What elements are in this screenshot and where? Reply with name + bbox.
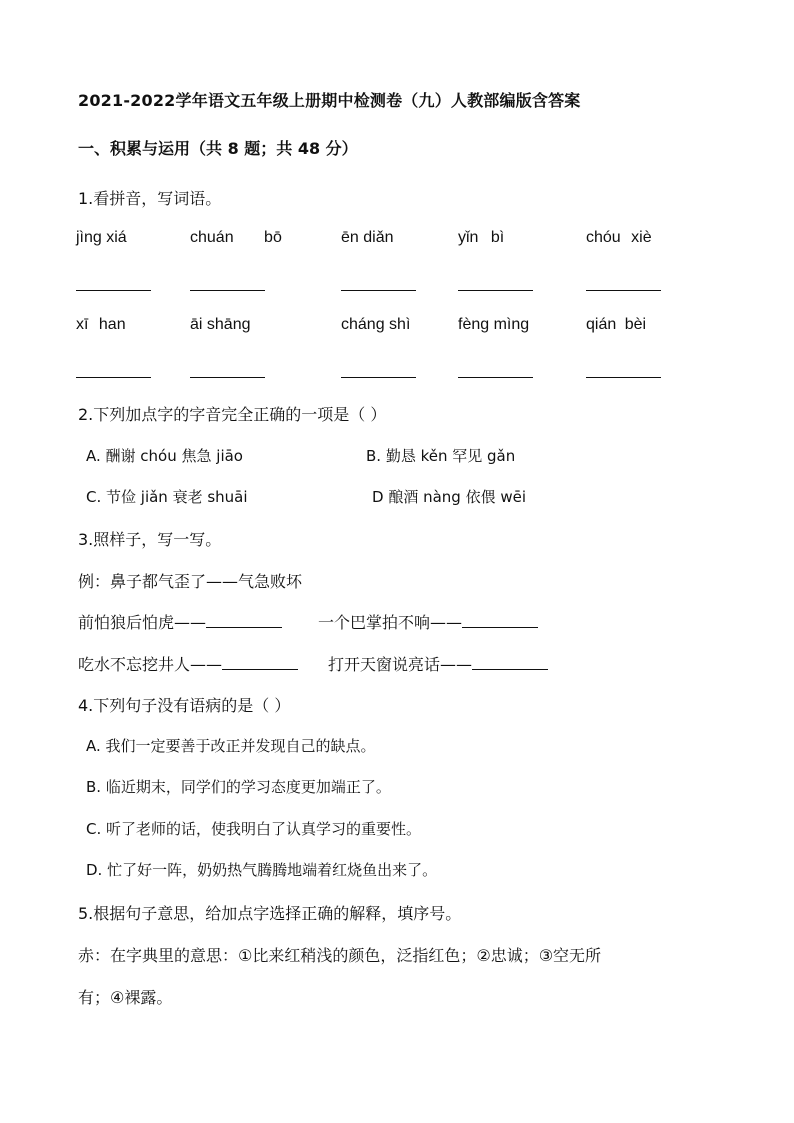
question-5-definition-line-1: 赤：在字典里的意思：①比来红稍浅的颜色，泛指红色；②忠诚；③空无所 bbox=[78, 946, 602, 965]
idiom-prompt: 一个巴掌拍不响—— bbox=[318, 613, 463, 632]
section-heading: 一、积累与运用（共 8 题；共 48 分） bbox=[78, 139, 358, 158]
document-title: 2021-2022学年语文五年级上册期中检测卷（九）人教部编版含答案 bbox=[78, 91, 581, 110]
question-5-prompt: 5.根据句子意思，给加点字选择正确的解释，填序号。 bbox=[78, 904, 462, 923]
question-2-option-b[interactable]: B. 勤恳 kěn 罕见 gǎn bbox=[366, 447, 516, 465]
question-1-prompt: 1.看拼音，写词语。 bbox=[78, 189, 222, 208]
question-2-option-a[interactable]: A. 酬谢 chóu 焦急 jiāo bbox=[86, 447, 243, 465]
question-2-option-d[interactable]: D 酿酒 nàng 依偎 wēi bbox=[372, 488, 527, 506]
pinyin-1-1: jìng xiá bbox=[76, 229, 127, 246]
pinyin-2-4: fèng mìng bbox=[458, 316, 530, 333]
question-3-example: 例：鼻子都气歪了——气急败坏 bbox=[78, 572, 303, 591]
answer-blank[interactable] bbox=[76, 290, 151, 291]
pinyin-1-5: chóu xiè bbox=[586, 229, 652, 246]
question-4-option-d[interactable]: D. 忙了好一阵，奶奶热气腾腾地端着红烧鱼出来了。 bbox=[86, 861, 438, 879]
idiom-prompt: 吃水不忘挖井人—— bbox=[78, 655, 223, 674]
pinyin-2-3: cháng shì bbox=[341, 316, 411, 333]
question-3-item-4 bbox=[328, 652, 548, 675]
answer-blank[interactable] bbox=[472, 655, 548, 670]
answer-blank[interactable] bbox=[341, 290, 416, 291]
pinyin-2-1: xī han bbox=[76, 316, 126, 333]
question-3-item-3 bbox=[78, 652, 298, 675]
answer-blank[interactable] bbox=[76, 377, 151, 378]
answer-blank[interactable] bbox=[190, 290, 265, 291]
answer-blank[interactable] bbox=[222, 655, 298, 670]
question-4-option-b[interactable]: B. 临近期末，同学们的学习态度更加端正了。 bbox=[86, 778, 391, 796]
pinyin-1-3: ēn diǎn bbox=[341, 229, 394, 246]
answer-blank[interactable] bbox=[190, 377, 265, 378]
pinyin-1-4: yǐn bì bbox=[458, 229, 505, 246]
question-3-prompt: 3.照样子，写一写。 bbox=[78, 530, 222, 549]
pinyin-1-2: chuán bō bbox=[190, 229, 282, 246]
answer-blank[interactable] bbox=[586, 377, 661, 378]
idiom-prompt: 前怕狼后怕虎—— bbox=[78, 613, 207, 632]
question-2-option-c[interactable]: C. 节俭 jiǎn 衰老 shuāi bbox=[86, 488, 248, 506]
answer-blank[interactable] bbox=[462, 613, 538, 628]
question-4-option-a[interactable]: A. 我们一定要善于改正并发现自己的缺点。 bbox=[86, 737, 376, 755]
answer-blank[interactable] bbox=[458, 377, 533, 378]
pinyin-2-2: āi shāng bbox=[190, 316, 251, 333]
answer-blank[interactable] bbox=[458, 290, 533, 291]
answer-blank[interactable] bbox=[341, 377, 416, 378]
answer-blank[interactable] bbox=[586, 290, 661, 291]
answer-blank[interactable] bbox=[206, 613, 282, 628]
question-3-item-2 bbox=[318, 610, 538, 633]
question-4-prompt: 4.下列句子没有语病的是（ ） bbox=[78, 696, 291, 715]
question-2-prompt: 2.下列加点字的字音完全正确的一项是（ ） bbox=[78, 405, 387, 424]
pinyin-2-5: qián bèi bbox=[586, 316, 647, 333]
idiom-prompt: 打开天窗说亮话—— bbox=[328, 655, 473, 674]
question-3-item-1 bbox=[78, 610, 282, 633]
question-5-definition-line-2: 有；④裸露。 bbox=[78, 988, 173, 1007]
question-4-option-c[interactable]: C. 听了老师的话，使我明白了认真学习的重要性。 bbox=[86, 820, 422, 838]
